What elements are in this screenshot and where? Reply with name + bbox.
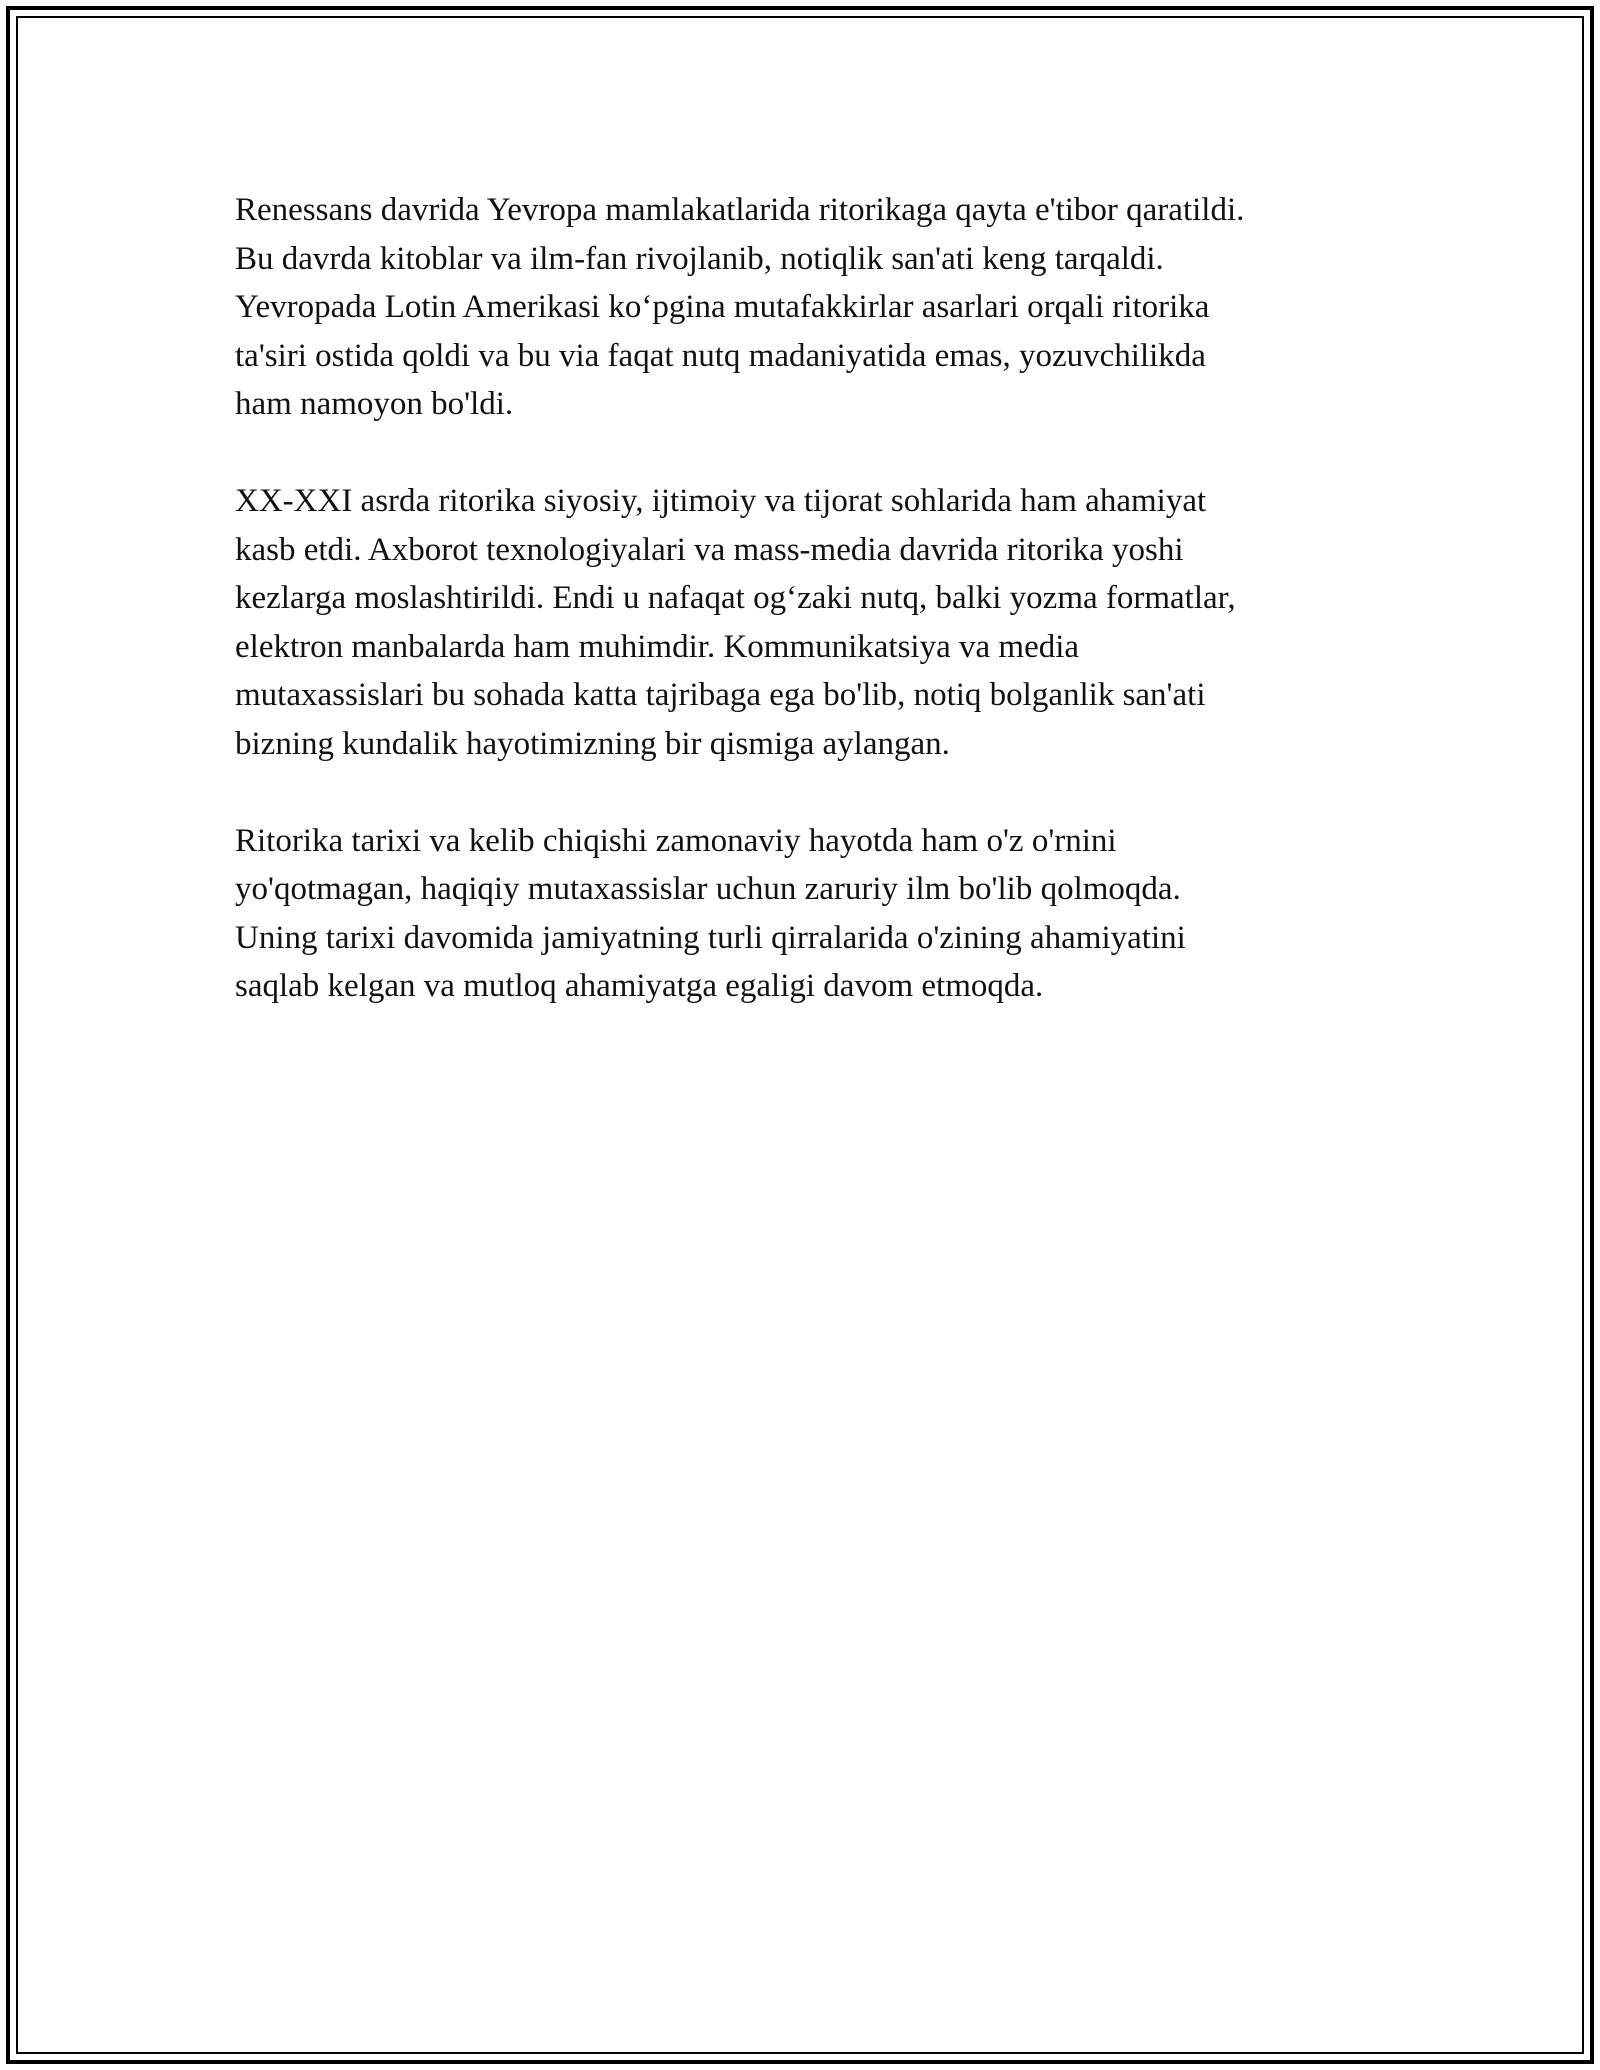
paragraph-line: elektron manbalarda ham muhimdir. Kommunikatsiya va media [235, 628, 1080, 665]
paragraph-line: ta'siri ostida qoldi va bu via faqat nutq madaniyatida emas, yozuvchilikda [235, 337, 1206, 374]
paragraph-line: yo'qotmagan, haqiqiy mutaxassislar uchun zaruriy ilm bo'lib qolmoqda. [235, 871, 1181, 907]
paragraph-1 [235, 186, 1385, 429]
paragraph-line: Bu davrda kitoblar va ilm-fan rivojlanib, notiqlik san'ati keng tarqaldi. [235, 240, 1164, 277]
paragraph-line: Renessans davrida Yevropa mamlakatlarida ritorikaga qayta e'tibor qaratildi. [235, 192, 1245, 228]
paragraph-line: bizning kundalik hayotimizning bir qismiga aylangan. [235, 725, 950, 762]
paragraph-line: Yevropada Lotin Amerikasi ko‘pgina mutafakkirlar asarlari orqali ritorika [235, 289, 1210, 325]
paragraph-2 [235, 477, 1385, 768]
paragraph-line: XX-XXI asrda ritorika siyosiy, ijtimoiy va tijorat sohlarida ham ahamiyat [235, 483, 1207, 519]
paragraph-line: kasb etdi. Axborot texnologiyalari va mass-media davrida ritorika yoshi [235, 531, 1184, 568]
paragraph-3 [235, 817, 1385, 1011]
paragraph-line: kezlarga moslashtirildi. Endi u nafaqat og‘zaki nutq, balki yozma formatlar, [235, 580, 1236, 616]
paragraph-line: mutaxassislari bu sohada katta tajribaga ega bo'lib, notiq bolganlik san'ati [235, 677, 1206, 713]
paragraph-line: Ritorika tarixi va kelib chiqishi zamonaviy hayotda ham o'z o'rnini [235, 822, 1117, 859]
document-body [235, 186, 1385, 1059]
paragraph-line: Uning tarixi davomida jamiyatning turli qirralarida o'zining ahamiyatini [235, 919, 1186, 956]
paragraph-line: ham namoyon bo'ldi. [235, 386, 514, 422]
paragraph-line: saqlab kelgan va mutloq ahamiyatga egaligi davom etmoqda. [235, 968, 1044, 1004]
